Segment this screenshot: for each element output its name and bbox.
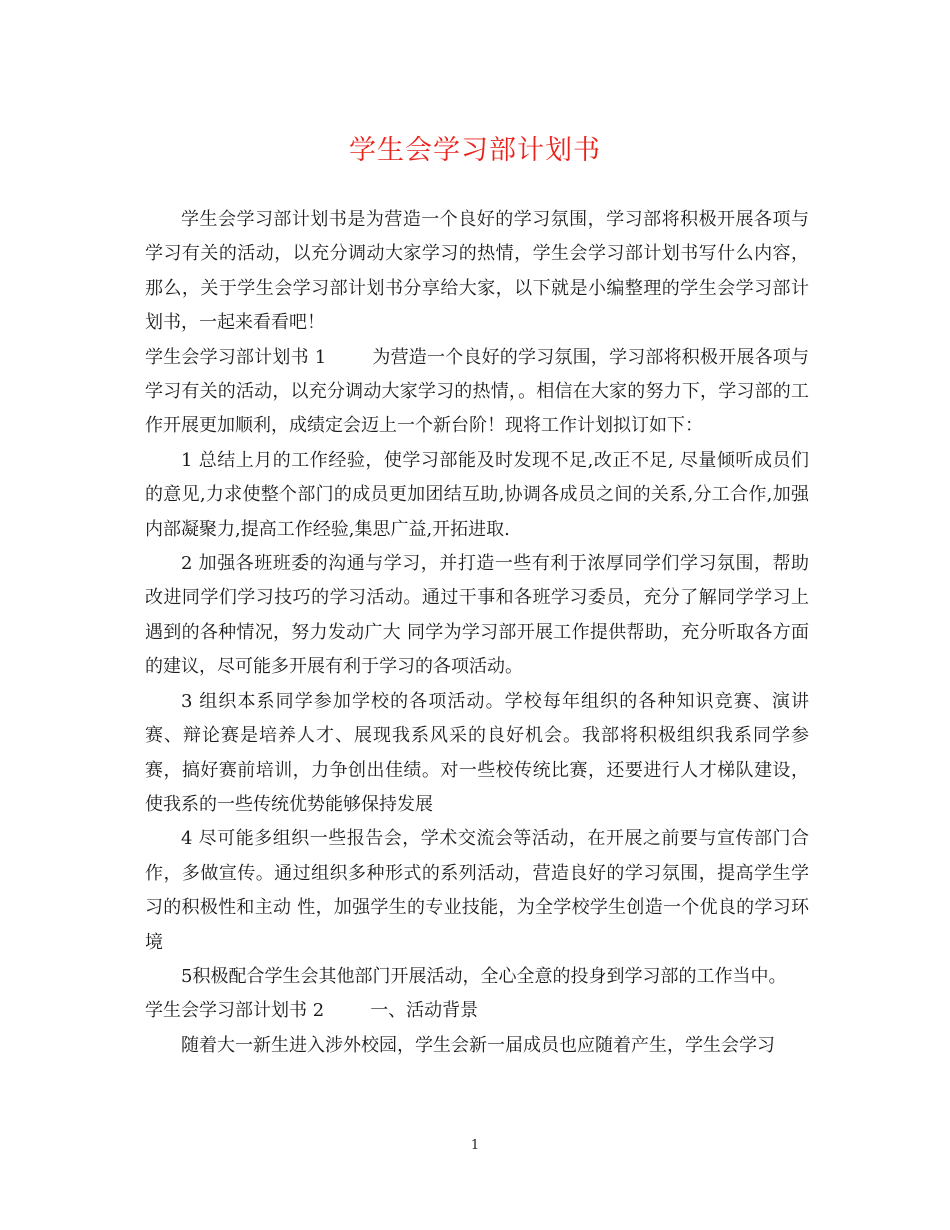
plan-item-3: 3 组织本系同学参加学校的各项活动。学校每年组织的各种知识竞赛、演讲赛、辩论赛是培养人才、展现我系风采的良好机会。我部将积极组织我系同学参赛，搞好赛前培训，力争创出佳绩。对一些校传统比赛，还要进行人才梯队建设，使我系的一些传统优势能够保持发展 <box>145 690 809 815</box>
section-2-text: 一、活动背景 <box>370 1000 479 1022</box>
document-body <box>145 203 809 1063</box>
section-2-paragraph <box>145 994 809 1028</box>
plan-item-4: 4 尽可能多组织一些报告会，学术交流会等活动，在开展之前要与宣传部门合作，多做宣传。通过组织多种形式的系列活动，营造良好的学习氛围，提高学生学习的积极性和主动 性，加强学生的专业技能，为全学校学生创造一个优良的学习环境 <box>145 828 809 953</box>
last-paragraph: 随着大一新生进入涉外校园，学生会新一届成员也应随着产生，学生会学习 <box>181 1034 775 1056</box>
page-number: 1 <box>470 1138 480 1153</box>
intro-paragraph: 学生会学习部计划书是为营造一个良好的学习氛围，学习部将积极开展各项与学习有关的活动，以充分调动大家学习的热情，学生会学习部计划书写什么内容，那么，关于学生会学习部计划书分享给大家，以下就是小编整理的学生会学习部计划书，一起来看看吧！ <box>145 209 809 334</box>
section-1-text: 为营造一个良好的学习氛围，学习部将积极开展各项与学习有关的活动，以充分调动大家学习的热情，。相信在大家的努力下，学习部的工作开展更加顺利，成绩定会迈上一个新台阶！现将工作计划拟订如下： <box>145 346 809 437</box>
section-1-heading: 学生会学习部计划书 1 <box>145 346 327 368</box>
plan-item-1: 1 总结上月的工作经验，使学习部能及时发现不足,改正不足, 尽量倾听成员们的意见,力求使整个部门的成员更加团结互助,协调各成员之间的关系,分工合作,加强内部凝聚力,提高工作经验,集思广益,开拓进取. <box>145 449 809 540</box>
section-2-heading: 学生会学习部计划书 2 <box>145 1000 325 1022</box>
plan-item-5: 5积极配合学生会其他部门开展活动，全心全意的投身到学习部的工作当中。 <box>181 965 787 987</box>
document-title: 学生会学习部计划书 <box>349 135 601 166</box>
section-1-paragraph <box>145 341 809 444</box>
plan-item-2: 2 加强各班班委的沟通与学习，并打造一些有利于浓厚同学们学习氛围，帮助改进同学们学习技巧的学习活动。通过干事和各班学习委员，充分了解同学学习上遇到的各种情况，努力发动广大 同学为学习部开展工作提供帮助，充分听取各方面的建议，尽可能多开展有利于学习的各项活动。 <box>145 553 809 678</box>
